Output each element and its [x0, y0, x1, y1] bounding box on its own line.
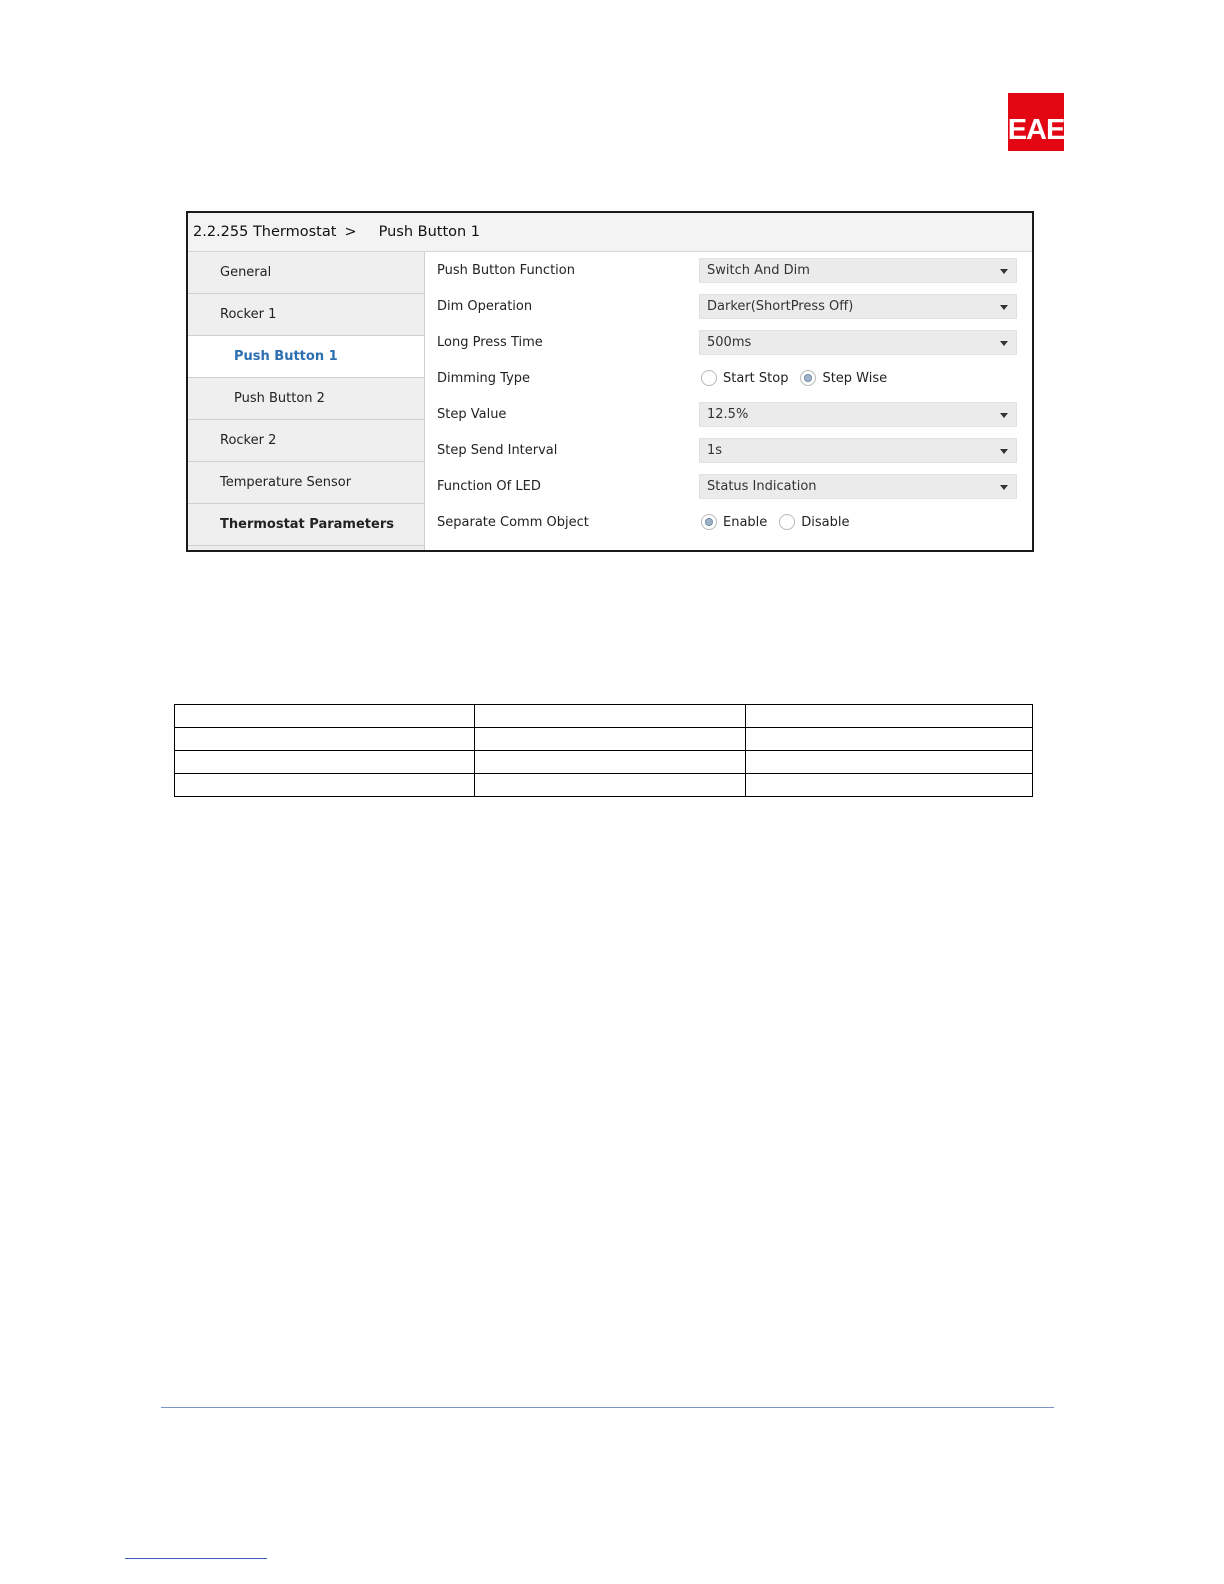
step-send-interval-select[interactable] [699, 438, 1017, 463]
param-row-function-of-led [425, 468, 1032, 504]
long-press-time-select[interactable] [699, 330, 1017, 355]
chevron-down-icon [1000, 269, 1008, 274]
dimming-type-radio-group [701, 370, 899, 386]
param-row-step-send-interval [425, 432, 1032, 468]
dim-operation-select[interactable] [699, 294, 1017, 319]
param-row-separate-comm-object [425, 504, 1032, 540]
table-cell [746, 705, 1033, 728]
radio-label: Step Wise [822, 370, 888, 386]
table-row [175, 705, 1033, 728]
radio-disable[interactable] [779, 514, 849, 530]
select-value: Status Indication [707, 478, 817, 494]
sidebar-item-label: Rocker 2 [220, 433, 277, 448]
eae-logo [1008, 93, 1064, 151]
breadcrumb-device[interactable]: 2.2.255 Thermostat [193, 224, 337, 240]
sidebar-item-temperature-sensor[interactable] [188, 462, 424, 504]
table-cell [175, 751, 475, 774]
radio-checked-icon [701, 514, 717, 530]
chevron-down-icon [1000, 413, 1008, 418]
table-row [175, 751, 1033, 774]
breadcrumb [188, 213, 1032, 252]
select-value: 12.5% [707, 406, 749, 422]
parameter-panel [425, 252, 1032, 550]
param-label: Push Button Function [437, 262, 575, 278]
table-row [175, 728, 1033, 751]
table-cell [175, 728, 475, 751]
param-label: Long Press Time [437, 334, 543, 350]
breadcrumb-separator: > [344, 224, 357, 240]
param-row-dim-operation [425, 288, 1032, 324]
radio-start-stop[interactable] [701, 370, 788, 386]
sidebar-item-label: General [220, 265, 272, 280]
table-cell [474, 774, 746, 797]
sidebar-item-label: Thermostat Parameters [220, 517, 394, 532]
radio-step-wise[interactable] [800, 370, 887, 386]
sidebar-item-label: Temperature Sensor [220, 475, 352, 490]
sidebar-item-label: Push Button 1 [234, 349, 338, 364]
sidebar-item-label: Rocker 1 [220, 307, 277, 322]
sidebar-item-thermostat-parameters[interactable] [188, 504, 424, 546]
sidebar [188, 252, 425, 550]
table-cell [474, 751, 746, 774]
select-value: 1s [707, 442, 723, 458]
select-value: Switch And Dim [707, 262, 810, 278]
param-row-dimming-type [425, 360, 1032, 396]
radio-unchecked-icon [701, 370, 717, 386]
table-cell [746, 774, 1033, 797]
param-label: Dim Operation [437, 298, 533, 314]
param-label: Step Value [437, 406, 507, 422]
param-row-step-value [425, 396, 1032, 432]
radio-enable[interactable] [701, 514, 767, 530]
logo-text: EAE [1007, 114, 1065, 146]
sidebar-item-push-button-1[interactable] [188, 336, 424, 378]
radio-label: Disable [801, 514, 850, 530]
empty-table [174, 704, 1033, 797]
radio-label: Start Stop [723, 370, 789, 386]
select-value: Darker(ShortPress Off) [707, 298, 854, 314]
param-label: Step Send Interval [437, 442, 558, 458]
table-cell [474, 728, 746, 751]
footer-divider [161, 1407, 1054, 1408]
table-cell [746, 751, 1033, 774]
param-row-push-button-function [425, 252, 1032, 288]
function-of-led-select[interactable] [699, 474, 1017, 499]
sidebar-item-rocker-1[interactable] [188, 294, 424, 336]
radio-unchecked-icon [779, 514, 795, 530]
table-cell [746, 728, 1033, 751]
table-cell [474, 705, 746, 728]
breadcrumb-current: Push Button 1 [378, 224, 481, 240]
push-button-function-select[interactable] [699, 258, 1017, 283]
radio-label: Enable [723, 514, 768, 530]
chevron-down-icon [1000, 305, 1008, 310]
param-label: Separate Comm Object [437, 514, 589, 530]
radio-checked-icon [800, 370, 816, 386]
sidebar-item-rocker-2[interactable] [188, 420, 424, 462]
separate-comm-object-radio-group [701, 514, 862, 530]
chevron-down-icon [1000, 341, 1008, 346]
table-cell [175, 774, 475, 797]
param-label: Function Of LED [437, 478, 541, 494]
sidebar-item-label: Push Button 2 [234, 391, 325, 406]
param-label: Dimming Type [437, 370, 531, 386]
sidebar-item-push-button-2[interactable] [188, 378, 424, 420]
footer-link-underline [125, 1558, 267, 1559]
param-row-long-press-time [425, 324, 1032, 360]
select-value: 500ms [707, 334, 752, 350]
parameter-window [186, 211, 1034, 552]
sidebar-item-general[interactable] [188, 252, 424, 294]
table-cell [175, 705, 475, 728]
step-value-select[interactable] [699, 402, 1017, 427]
chevron-down-icon [1000, 485, 1008, 490]
chevron-down-icon [1000, 449, 1008, 454]
table-row [175, 774, 1033, 797]
